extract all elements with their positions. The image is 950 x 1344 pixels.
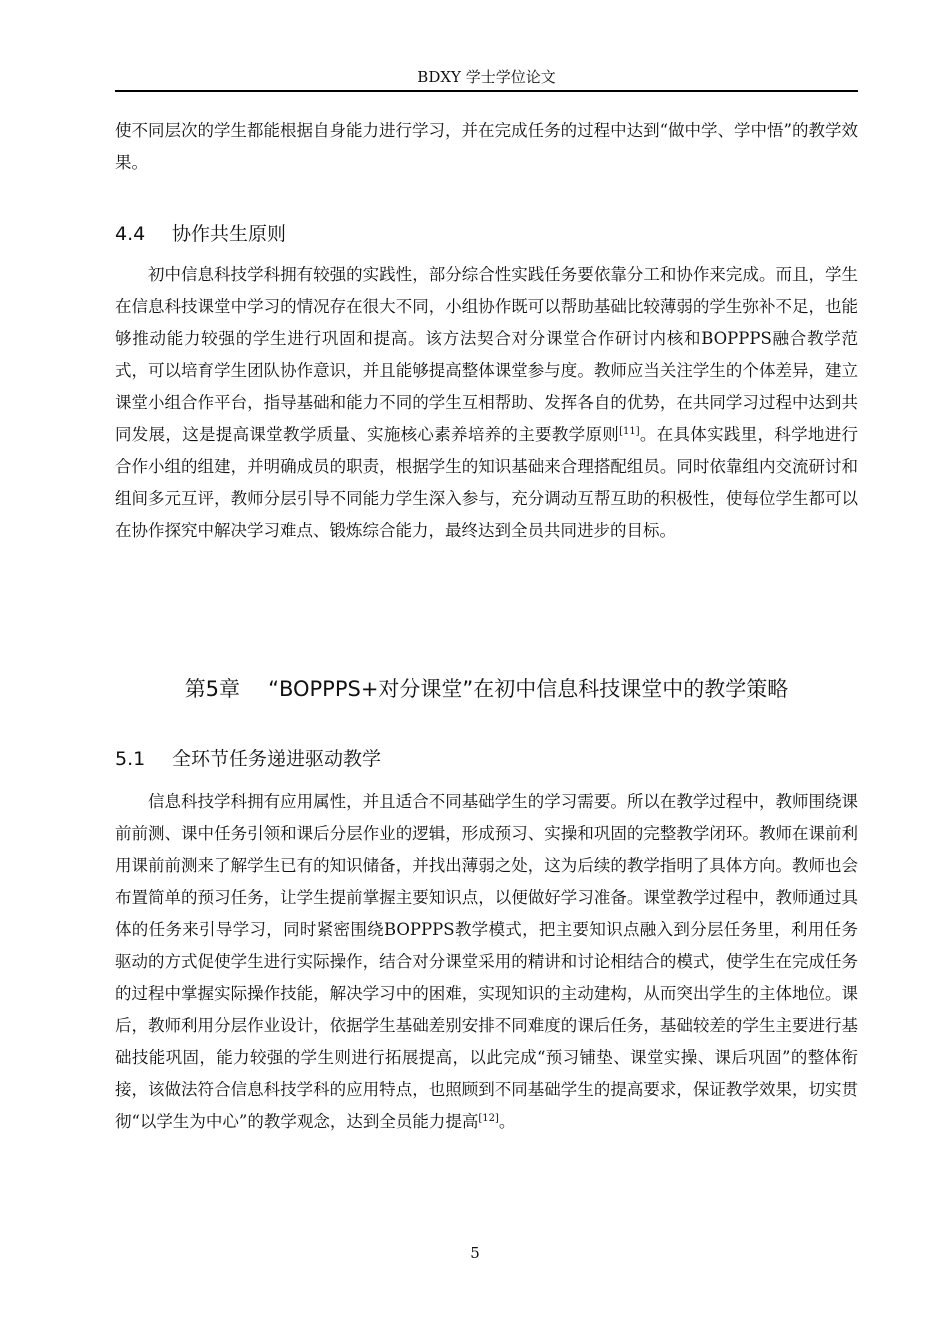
section-title: 全环节任务递进驱动教学 <box>172 748 382 770</box>
citation-ref: [12] <box>478 1113 499 1124</box>
paragraph-text: 初中信息科技学科拥有较强的实践性，部分综合性实践任务要依靠分工和协作来完成。而且，学生在信息科技课堂中学习的情况存在很大不同，小组协作既可以帮助基础比较薄弱的学生弥补不足，也能够推动能力较强的学生进行巩固和提高。该方法契合对分课堂合作研讨内核和BOPPPS融合教学范式，可以培育学生团队协作意识，并且能够提高整体课堂参与度。教师应当关注学生的个体差异，建立课堂小组合作平台，指导基础和能力不同的学生互相帮助、发挥各自的优势，在共同学习过程中达到共同发展，这是提高课堂教学质量、实施核心素养培养的主要教学原则 <box>115 265 858 444</box>
intro-paragraph: 使不同层次的学生都能根据自身能力进行学习，并在完成任务的过程中达到“做中学、学中悟”的教学效果。 <box>115 121 858 172</box>
chapter-number: 第5章 <box>184 677 241 701</box>
page-number: 5 <box>470 1244 480 1262</box>
section-5-1-paragraph <box>115 786 858 1138</box>
paragraph-text: 。 <box>498 1112 516 1131</box>
section-number: 4.4 <box>115 223 146 245</box>
section-title: 协作共生原则 <box>172 223 287 245</box>
section-heading-4-4 <box>115 219 858 249</box>
section-4-4-paragraph <box>115 259 858 547</box>
citation-ref: [11] <box>619 426 640 437</box>
paragraph-text: 。在具体实践里，科学地进行合作小组的组建，并明确成员的职责，根据学生的知识基础来合理搭配组员。同时依靠组内交流研讨和组间多元互评，教师分层引导不同能力学生深入参与，充分调动互帮互助的积极性，使每位学生都可以在协作探究中解决学习难点、锻炼综合能力，最终达到全员共同进步的目标。 <box>115 425 859 540</box>
running-header: BDXY 学士学位论文 <box>115 64 858 92</box>
section-number: 5.1 <box>115 748 146 770</box>
paragraph-text: 信息科技学科拥有应用属性，并且适合不同基础学生的学习需要。所以在教学过程中，教师围绕课前前测、课中任务引领和课后分层作业的逻辑，形成预习、实操和巩固的完整教学闭环。教师在课前利用课前前测来了解学生已有的知识储备，并找出薄弱之处，这为后续的教学指明了具体方向。教师也会布置简单的预习任务，让学生提前掌握主要知识点，以便做好学习准备。课堂教学过程中，教师通过具体的任务来引导学习，同时紧密围绕BOPPPS教学模式，把主要知识点融入到分层任务里，利用任务驱动的方式促使学生进行实际操作，结合对分课堂采用的精讲和讨论相结合的模式，使学生在完成任务的过程中掌握实际操作技能，解决学习中的困难，实现知识的主动建构，从而突出学生的主体地位。课后，教师利用分层作业设计，依据学生基础差别安排不同难度的课后任务，基础较差的学生主要进行基础技能巩固，能力较强的学生则进行拓展提高，以此完成“预习铺垫、课堂实操、课后巩固”的整体衔接，该做法符合信息科技学科的应用特点，也照顾到不同基础学生的提高要求，保证教学效果，切实贯彻“以学生为中心”的教学观念，达到全员能力提高 <box>115 792 858 1131</box>
chapter-title: “BOPPPS+对分课堂”在初中信息科技课堂中的教学策略 <box>268 677 789 701</box>
chapter-heading <box>115 672 858 706</box>
section-heading-5-1 <box>115 744 858 774</box>
